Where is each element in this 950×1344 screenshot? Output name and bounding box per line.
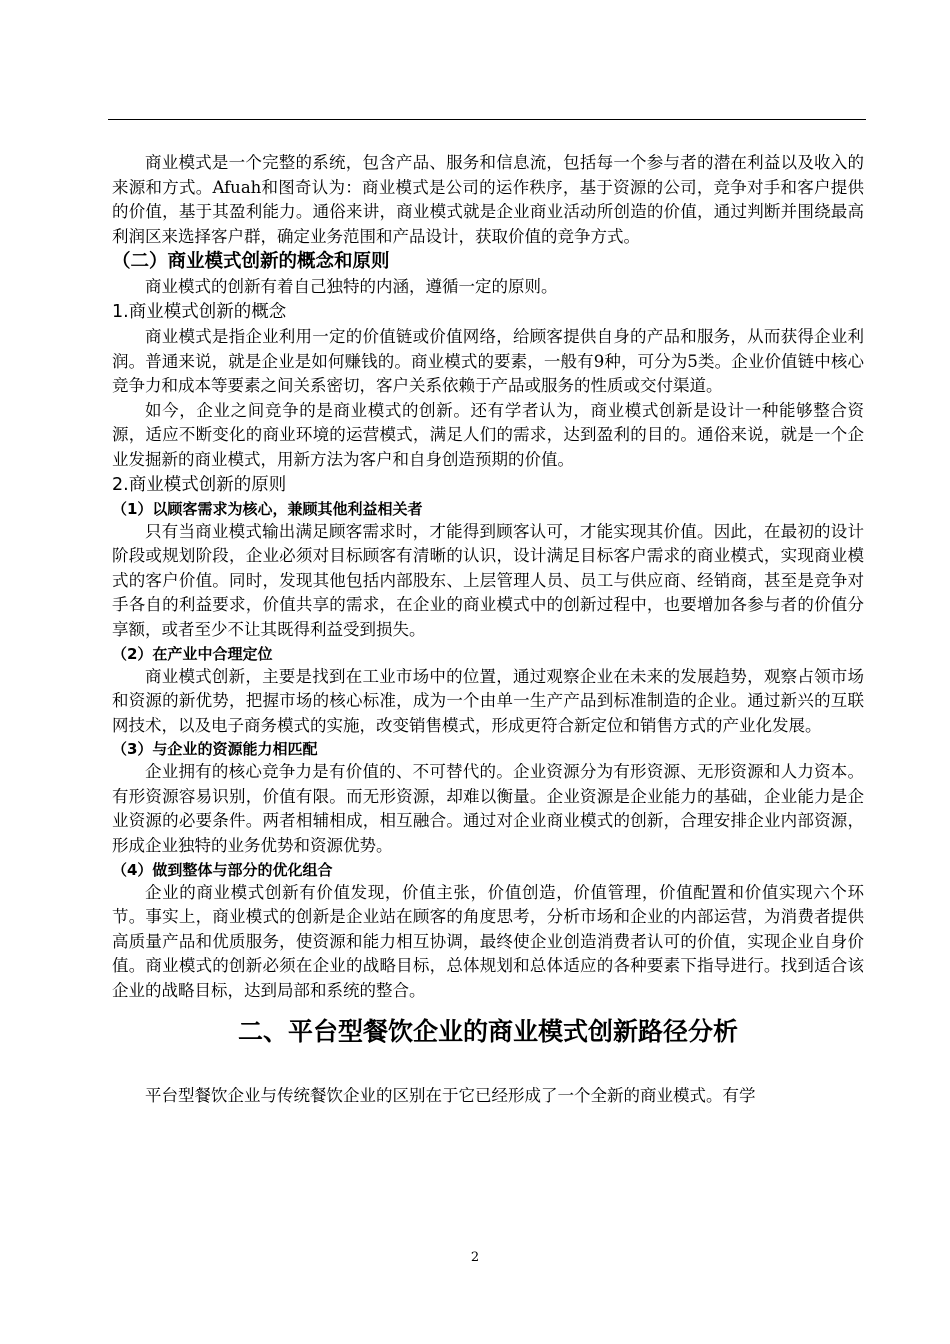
heading-principle-1: （1）以顾客需求为核心，兼顾其他利益相关者 (112, 499, 423, 518)
heading-innovation-principles: 2.商业模式创新的原则 (112, 474, 287, 495)
header-rule (108, 119, 866, 120)
paragraph-principle-2: 商业模式创新，主要是找到在工业市场中的位置，通过观察企业在未来的发展趋势，观察占领市场和资源的新优势，把握市场的核心标准，成为一个由单一生产产品到标准制造的企业。通过新兴的互联网技术，以及电子商务模式的实施，改变销售模式，形成更符合新定位和销售方式的产业化发展。 (112, 666, 864, 735)
paragraph-platform-catering: 平台型餐饮企业与传统餐饮企业的区别在于它已经形成了一个全新的商业模式。有学 (145, 1085, 756, 1105)
heading-principle-4: （4）做到整体与部分的优化组合 (112, 860, 333, 879)
heading-section-2: （二）商业模式创新的概念和原则 (112, 251, 390, 273)
page-number: 2 (470, 1250, 480, 1265)
heading-innovation-concept: 1.商业模式创新的概念 (112, 301, 287, 322)
paragraph-business-model-definition: 商业模式是一个完整的系统，包含产品、服务和信息流，包括每一个参与者的潜在利益以及收入的来源和方式。Afuah和图奇认为：商业模式是公司的运作秩序，基于资源的公司，竞争对手和客户提供的价值，基于其盈利能力。通俗来讲，商业模式就是企业商业活动所创造的价值，通过判断并围绕最高利润区来选择客户群，确定业务范围和产品设计，获取价值的竞争方式。 (112, 153, 864, 246)
paragraph-principle-3: 企业拥有的核心竞争力是有价值的、不可替代的。企业资源分为有形资源、无形资源和人力资本。有形资源容易识别，价值有限。而无形资源，却难以衡量。企业资源是企业能力的基础，企业能力是企业资源的必要条件。两者相辅相成，相互融合。通过对企业商业模式的创新，合理安排企业内部资源，形成企业独特的业务优势和资源优势。 (112, 762, 864, 856)
chapter-heading-2: 二、平台型餐饮企业的商业模式创新路径分析 (237, 1016, 738, 1046)
paragraph-principle-1: 只有当商业模式输出满足顾客需求时，才能得到顾客认可，才能实现其价值。因此，在最初的设计阶段或规划阶段，企业必须对目标顾客有清晰的认识，设计满足目标客户需求的商业模式，实现商业模式的客户价值。同时，发现其他包括内部股东、上层管理人员、员工与供应商、经销商，甚至是竞争对手各自的利益要求，价值共享的需求，在企业的商业模式中的创新过程中，也要增加各参与者的价值分享额，或者至少不让其既得利益受到损失。 (112, 521, 864, 639)
heading-principle-2: （2）在产业中合理定位 (112, 644, 273, 663)
heading-principle-3: （3）与企业的资源能力相匹配 (112, 740, 318, 759)
paragraph-concept-1: 商业模式是指企业利用一定的价值链或价值网络，给顾客提供自身的产品和服务，从而获得企业利润。普通来说，就是企业是如何赚钱的。商业模式的要素，一般有9种，可分为5类。企业价值链中核心竞争力和成本等要素之间关系密切，客户关系依赖于产品或服务的性质或交付渠道。 (112, 326, 864, 396)
paragraph-innovation-intro: 商业模式的创新有着自己独特的内涵，遵循一定的原则。 (145, 277, 558, 297)
paragraph-principle-4: 企业的商业模式创新有价值发现，价值主张，价值创造，价值管理，价值配置和价值实现六个环节。事实上，商业模式的创新是企业站在顾客的角度思考，分析市场和企业的内部运营，为消费者提供高质量产品和优质服务，使资源和能力相互协调，最终使企业创造消费者认可的价值，实现企业自身价值。商业模式的创新必须在企业的战略目标，总体规划和总体适应的各种要素下指导进行。找到适合该企业的战略目标，达到局部和系统的整合。 (112, 882, 864, 1001)
paragraph-concept-2: 如今，企业之间竞争的是商业模式的创新。还有学者认为，商业模式创新是设计一种能够整合资源，适应不断变化的商业环境的运营模式，满足人们的需求，达到盈利的目的。通俗来说，就是一个企业发掘新的商业模式，用新方法为客户和自身创造预期的价值。 (112, 400, 864, 469)
page-body (112, 151, 864, 1108)
